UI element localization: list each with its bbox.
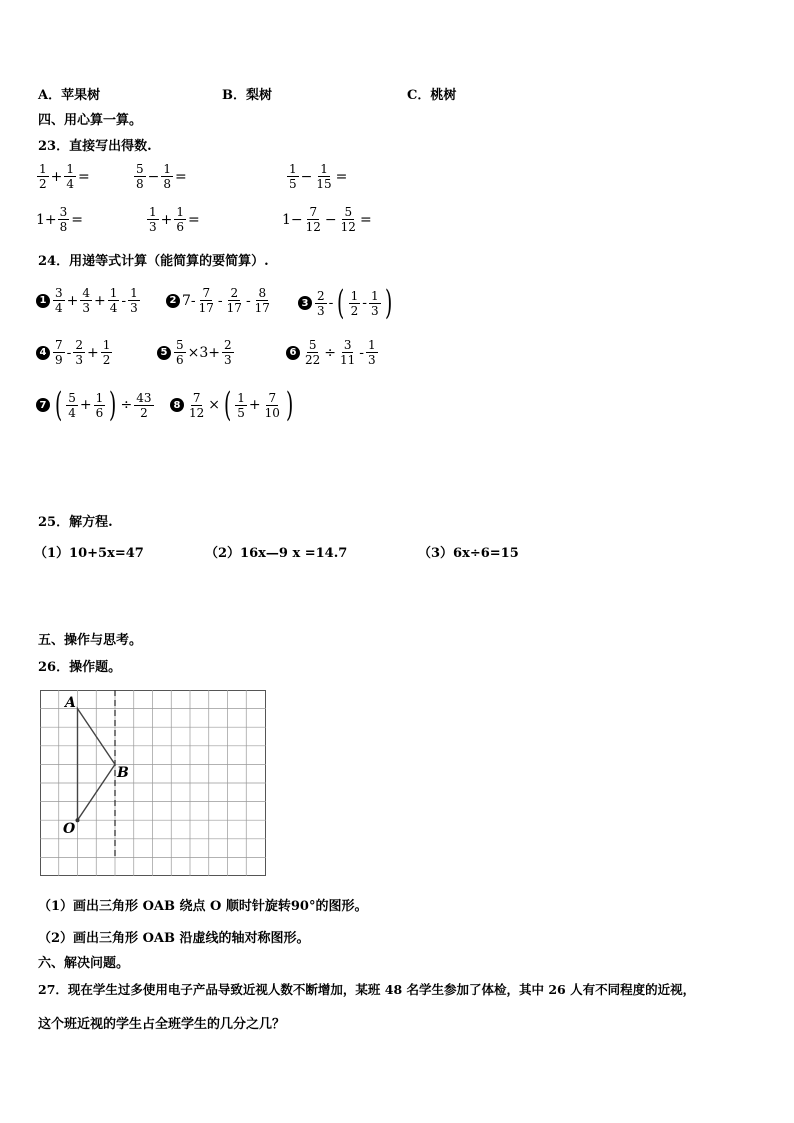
operator: - (217, 292, 223, 309)
denominator: 4 (55, 301, 63, 315)
q23-item-3 (286, 162, 348, 191)
numerator: 1 (149, 205, 157, 219)
right-paren: ) (384, 283, 392, 323)
denominator: 15 (316, 177, 332, 191)
q24-problem-4 (36, 338, 113, 367)
q27-line-1: 27．现在学生过多使用电子产品导致近视人数不断增加，某班 48 名学生参加了体检，其中 26 人有不同程度的近视， (38, 982, 696, 997)
fraction (147, 205, 159, 234)
equals-sign: = (78, 168, 90, 185)
denominator: 8 (136, 177, 144, 191)
denominator: 6 (95, 405, 104, 420)
q26-task-1: （1）画出三角形 OAB 绕点 O 顺时针旋转90°的图形。 (38, 899, 368, 914)
operator: - (66, 344, 72, 361)
denominator: 5 (289, 177, 297, 191)
operator: ÷ (120, 397, 133, 413)
numerator: 1 (289, 162, 297, 176)
numerator: 2 (75, 338, 84, 352)
denominator: 4 (109, 301, 118, 315)
q23-title: 23．直接写出得数. (38, 139, 152, 154)
denominator: 17 (254, 301, 270, 315)
problem-number-4: 4 (36, 346, 50, 360)
denominator: 22 (305, 353, 321, 367)
left-paren: ( (54, 385, 63, 425)
operator: + (94, 292, 106, 309)
numerator: 7 (202, 286, 211, 300)
numerator: 1 (237, 390, 245, 405)
numerator: 43 (136, 390, 152, 405)
denominator: 12 (189, 405, 205, 420)
numerator: 1 (368, 338, 376, 352)
numerator: 5 (344, 205, 353, 219)
operator: − (300, 168, 313, 185)
numerator: 4 (82, 286, 91, 300)
fraction (314, 162, 333, 191)
choice-c: C．桃树 (407, 88, 457, 103)
numerator: 5 (308, 338, 317, 352)
operator: × (208, 397, 221, 413)
fraction (174, 205, 186, 234)
numerator: 7 (309, 205, 318, 219)
fraction (80, 286, 92, 315)
label-a: A (65, 695, 76, 711)
operator: + (50, 168, 63, 185)
fraction (366, 338, 378, 367)
denominator: 5 (237, 405, 245, 420)
problem-number-8: 8 (170, 398, 184, 412)
fraction (174, 338, 186, 367)
denominator: 6 (176, 220, 185, 234)
operator: + (87, 344, 99, 361)
fraction (64, 162, 76, 191)
problem-number-7: 7 (36, 398, 50, 412)
grid-figure (40, 690, 266, 876)
section-5-heading: 五、操作与思考。 (38, 633, 143, 648)
equation-1: （1）10+5x=47 (34, 546, 144, 561)
q26-title: 26．操作题。 (38, 660, 122, 675)
problem-number-5: 5 (157, 346, 171, 360)
operator: - (245, 292, 251, 309)
numerator: 1 (320, 162, 328, 176)
numerator: 1 (163, 162, 172, 176)
numerator: 1 (109, 286, 118, 300)
q23-item-4 (36, 205, 84, 234)
denominator: 4 (66, 177, 75, 191)
denominator: 2 (350, 303, 359, 318)
q24-problem-6 (286, 338, 379, 367)
denominator: 3 (149, 220, 157, 234)
denominator: 3 (317, 303, 325, 318)
fraction (369, 289, 381, 318)
fraction (108, 286, 120, 315)
fraction (37, 162, 49, 191)
numerator: 7 (55, 338, 63, 352)
numerator: 5 (68, 390, 76, 405)
numerator: 1 (66, 162, 75, 176)
operator: ×3+ (187, 344, 221, 361)
fraction (101, 338, 113, 367)
equals-sign: = (188, 211, 200, 228)
section-6-heading: 六、解决问题。 (38, 956, 130, 971)
numerator: 8 (258, 286, 267, 300)
numerator: 3 (55, 286, 63, 300)
operator: - (121, 292, 127, 309)
denominator: 6 (176, 353, 184, 367)
left-paren: ( (224, 385, 232, 425)
fraction (339, 205, 358, 234)
fraction (315, 289, 327, 318)
q25-title: 25．解方程. (38, 515, 113, 530)
numerator: 1 (176, 205, 185, 219)
operator: + (160, 211, 173, 228)
fraction (66, 391, 78, 420)
q23-item-6 (282, 205, 373, 234)
operator: - (328, 295, 334, 311)
denominator: 2 (102, 353, 111, 367)
q23-item-2 (133, 162, 188, 191)
fraction (58, 205, 70, 234)
denominator: 11 (340, 353, 356, 367)
lead-term: 1− (282, 211, 303, 228)
numerator: 1 (39, 162, 47, 176)
fraction (128, 286, 140, 315)
denominator: 3 (224, 353, 232, 367)
numerator: 1 (350, 288, 359, 303)
right-paren: ) (109, 385, 117, 425)
numerator: 1 (130, 286, 138, 300)
equation-2: （2）16x—9 x =14.7 (205, 546, 348, 561)
fraction (338, 338, 357, 367)
operator: − (324, 211, 337, 228)
q24-problem-7 (36, 385, 155, 425)
operator: + (79, 397, 92, 413)
denominator: 17 (226, 301, 242, 315)
left-paren: ( (337, 283, 345, 323)
numerator: 7 (192, 390, 201, 405)
choice-b: B．梨树 (222, 88, 272, 103)
fraction (187, 391, 206, 420)
denominator: 3 (371, 303, 379, 318)
numerator: 3 (59, 205, 68, 219)
problem-number-3: 3 (298, 296, 312, 310)
denominator: 3 (75, 353, 84, 367)
numerator: 5 (136, 162, 144, 176)
label-b: B (117, 765, 129, 781)
right-paren: ) (285, 385, 294, 425)
denominator: 9 (55, 353, 63, 367)
equals-sign: = (71, 211, 84, 228)
label-o: O (63, 821, 76, 837)
numerator: 1 (95, 390, 104, 405)
lead-term: 1+ (36, 211, 57, 228)
q24-problem-2 (166, 286, 273, 315)
equation-3: （3）6x÷6=15 (418, 546, 519, 561)
denominator: 10 (264, 405, 280, 420)
denominator: 3 (82, 301, 91, 315)
fraction (197, 286, 216, 315)
fraction (303, 338, 322, 367)
denominator: 8 (59, 220, 68, 234)
fraction (235, 391, 247, 420)
fraction (161, 162, 173, 191)
fraction (253, 286, 272, 315)
operator: - (359, 344, 365, 361)
q23-item-5 (146, 205, 201, 234)
q24-problem-5 (157, 338, 235, 367)
fraction (134, 162, 146, 191)
denominator: 4 (68, 405, 76, 420)
q24-problem-3 (298, 283, 395, 323)
problem-number-1: 1 (36, 294, 50, 308)
denominator: 8 (163, 177, 172, 191)
numerator: 1 (102, 338, 111, 352)
fraction (53, 286, 65, 315)
denominator: 3 (130, 301, 138, 315)
q27-line-2: 这个班近视的学生占全班学生的几分之几？ (38, 1017, 286, 1032)
fraction (53, 338, 65, 367)
fraction (73, 338, 85, 367)
q26-task-2: （2）画出三角形 OAB 沿虚线的轴对称图形。 (38, 931, 310, 946)
operator: - (362, 295, 368, 311)
numerator: 2 (230, 286, 239, 300)
problem-number-6: 6 (286, 346, 300, 360)
denominator: 3 (368, 353, 376, 367)
lead-term: 7- (182, 292, 196, 309)
choice-a: A．苹果树 (38, 88, 101, 103)
denominator: 2 (140, 405, 148, 420)
q24-problem-8 (170, 385, 296, 425)
numerator: 1 (371, 288, 379, 303)
q23-item-1 (36, 162, 91, 191)
operator: ÷ (324, 344, 337, 361)
operator: + (248, 397, 261, 413)
denominator: 12 (305, 220, 321, 234)
q24-problem-1 (36, 286, 141, 315)
numerator: 5 (176, 338, 184, 352)
fraction (349, 289, 361, 318)
equals-sign: = (359, 211, 372, 228)
section-4-heading: 四、用心算一算。 (38, 113, 143, 128)
fraction (304, 205, 323, 234)
equals-sign: = (175, 168, 187, 185)
numerator: 2 (224, 338, 232, 352)
numerator: 3 (343, 338, 352, 352)
fraction (134, 391, 153, 420)
denominator: 17 (198, 301, 214, 315)
fraction (222, 338, 234, 367)
operator: − (147, 168, 160, 185)
fraction (287, 162, 299, 191)
equals-sign: = (335, 168, 348, 185)
fraction (94, 391, 106, 420)
problem-number-2: 2 (166, 294, 180, 308)
denominator: 2 (39, 177, 47, 191)
point-o-dot (76, 818, 80, 822)
numerator: 2 (317, 288, 325, 303)
q24-title: 24．用递等式计算（能简算的要简算）. (38, 254, 269, 269)
operator: + (66, 292, 79, 309)
numerator: 7 (268, 390, 277, 405)
fraction (263, 391, 282, 420)
denominator: 12 (340, 220, 356, 234)
fraction (225, 286, 244, 315)
